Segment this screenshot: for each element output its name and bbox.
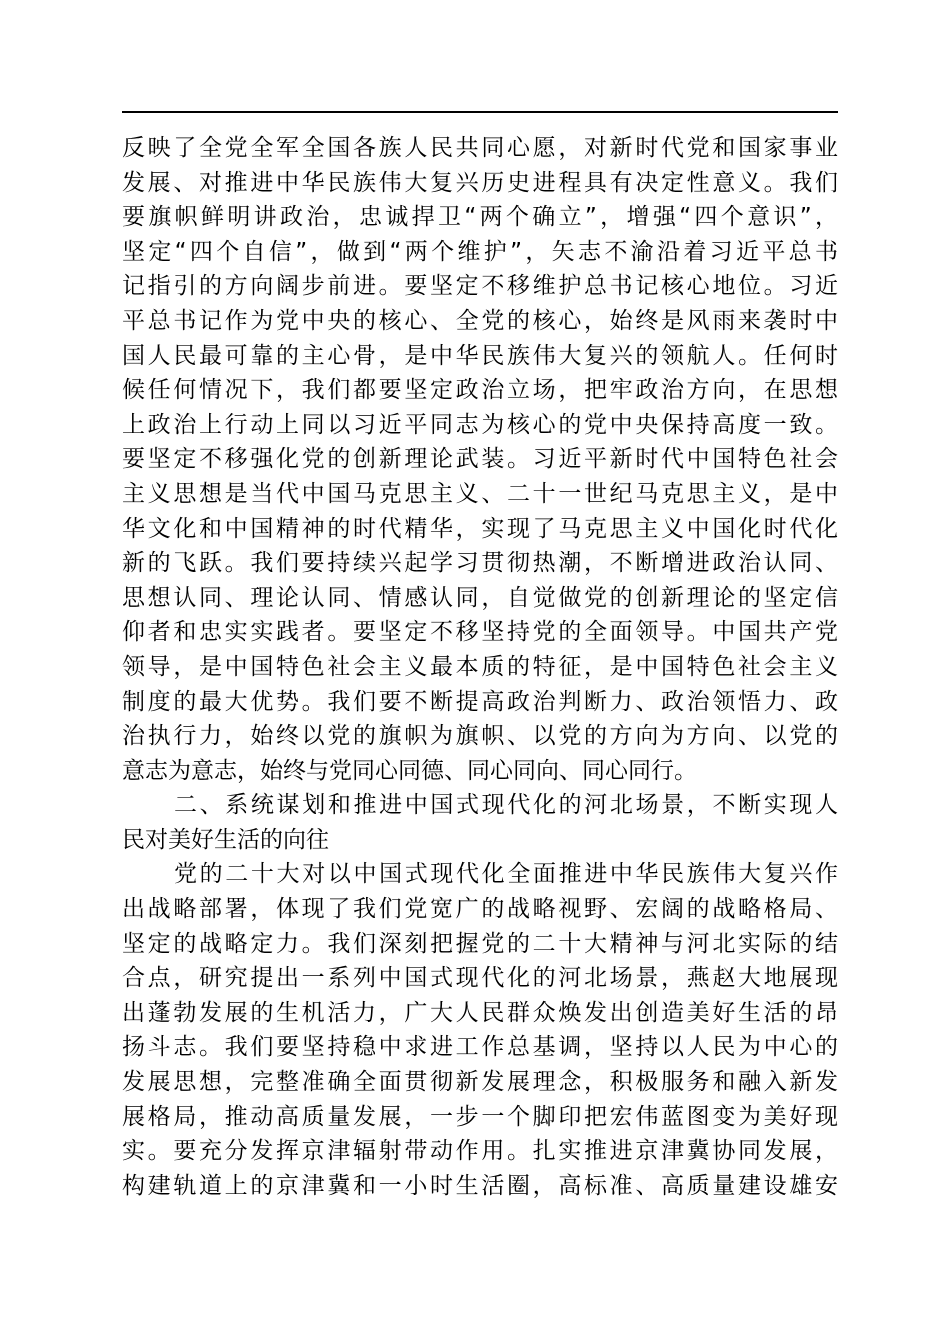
text-line: 新的飞跃。我们要持续兴起学习贯彻热潮，不断增进政治认同、: [122, 550, 838, 577]
text-line: 出蓬勃发展的生机活力，广大人民群众焕发出创造美好生活的昂: [122, 999, 838, 1026]
text-line: 要坚定不移强化党的创新理论武装。习近平新时代中国特色社会: [122, 446, 838, 473]
text-line: 发展、对推进中华民族伟大复兴历史进程具有决定性意义。我们: [122, 169, 838, 196]
text-line: 构建轨道上的京津冀和一小时生活圈，高标准、高质量建设雄安: [122, 1172, 838, 1199]
text-line: 二、系统谋划和推进中国式现代化的河北场景，不断实现人: [174, 792, 838, 819]
text-line: 华文化和中国精神的时代精华，实现了马克思主义中国化时代化: [122, 515, 838, 542]
text-line: 意志为意志，始终与党同心同德、同心同向、同心同行。: [122, 757, 697, 784]
text-line: 记指引的方向阔步前进。要坚定不移维护总书记核心地位。习近: [122, 273, 838, 300]
text-line: 实。要充分发挥京津辐射带动作用。扎实推进京津冀协同发展，: [122, 1138, 838, 1165]
document-body: [122, 131, 838, 1203]
text-line: 出战略部署，体现了我们党宽广的战略视野、宏阔的战略格局、: [122, 896, 838, 923]
text-line: 思想认同、理论认同、情感认同，自觉做党的创新理论的坚定信: [122, 584, 838, 611]
text-line: 扬斗志。我们要坚持稳中求进工作总基调，坚持以人民为中心的: [122, 1034, 838, 1061]
text-line: 候任何情况下，我们都要坚定政治立场，把牢政治方向，在思想: [122, 377, 838, 404]
text-line: 党的二十大对以中国式现代化全面推进中华民族伟大复兴作: [174, 861, 838, 888]
text-line: 民对美好生活的向往: [122, 826, 329, 853]
text-line: 治执行力，始终以党的旗帜为旗帜、以党的方向为方向、以党的: [122, 723, 838, 750]
text-line: 国人民最可靠的主心骨，是中华民族伟大复兴的领航人。任何时: [122, 342, 838, 369]
text-line: 要旗帜鲜明讲政治，忠诚捍卫“两个确立”，增强“四个意识”，: [122, 204, 838, 231]
text-line: 制度的最大优势。我们要不断提高政治判断力、政治领悟力、政: [122, 688, 838, 715]
text-line: 展格局，推动高质量发展，一步一个脚印把宏伟蓝图变为美好现: [122, 1103, 838, 1130]
text-line: 主义思想是当代中国马克思主义、二十一世纪马克思主义，是中: [122, 480, 838, 507]
text-line: 合点，研究提出一系列中国式现代化的河北场景，燕赵大地展现: [122, 965, 838, 992]
text-line: 坚定的战略定力。我们深刻把握党的二十大精神与河北实际的结: [122, 930, 838, 957]
text-line: 仰者和忠实实践者。要坚定不移坚持党的全面领导。中国共产党: [122, 619, 838, 646]
header-rule: [122, 111, 838, 113]
text-line: 上政治上行动上同以习近平同志为核心的党中央保持高度一致。: [122, 411, 838, 438]
text-line: 反映了全党全军全国各族人民共同心愿，对新时代党和国家事业: [122, 135, 838, 161]
text-line: 领导，是中国特色社会主义最本质的特征，是中国特色社会主义: [122, 653, 838, 680]
text-line: 发展思想，完整准确全面贯彻新发展理念，积极服务和融入新发: [122, 1069, 838, 1096]
text-line: 坚定“四个自信”，做到“两个维护”，矢志不渝沿着习近平总书: [122, 238, 838, 265]
text-line: 平总书记作为党中央的核心、全党的核心，始终是风雨来袭时中: [122, 307, 838, 334]
